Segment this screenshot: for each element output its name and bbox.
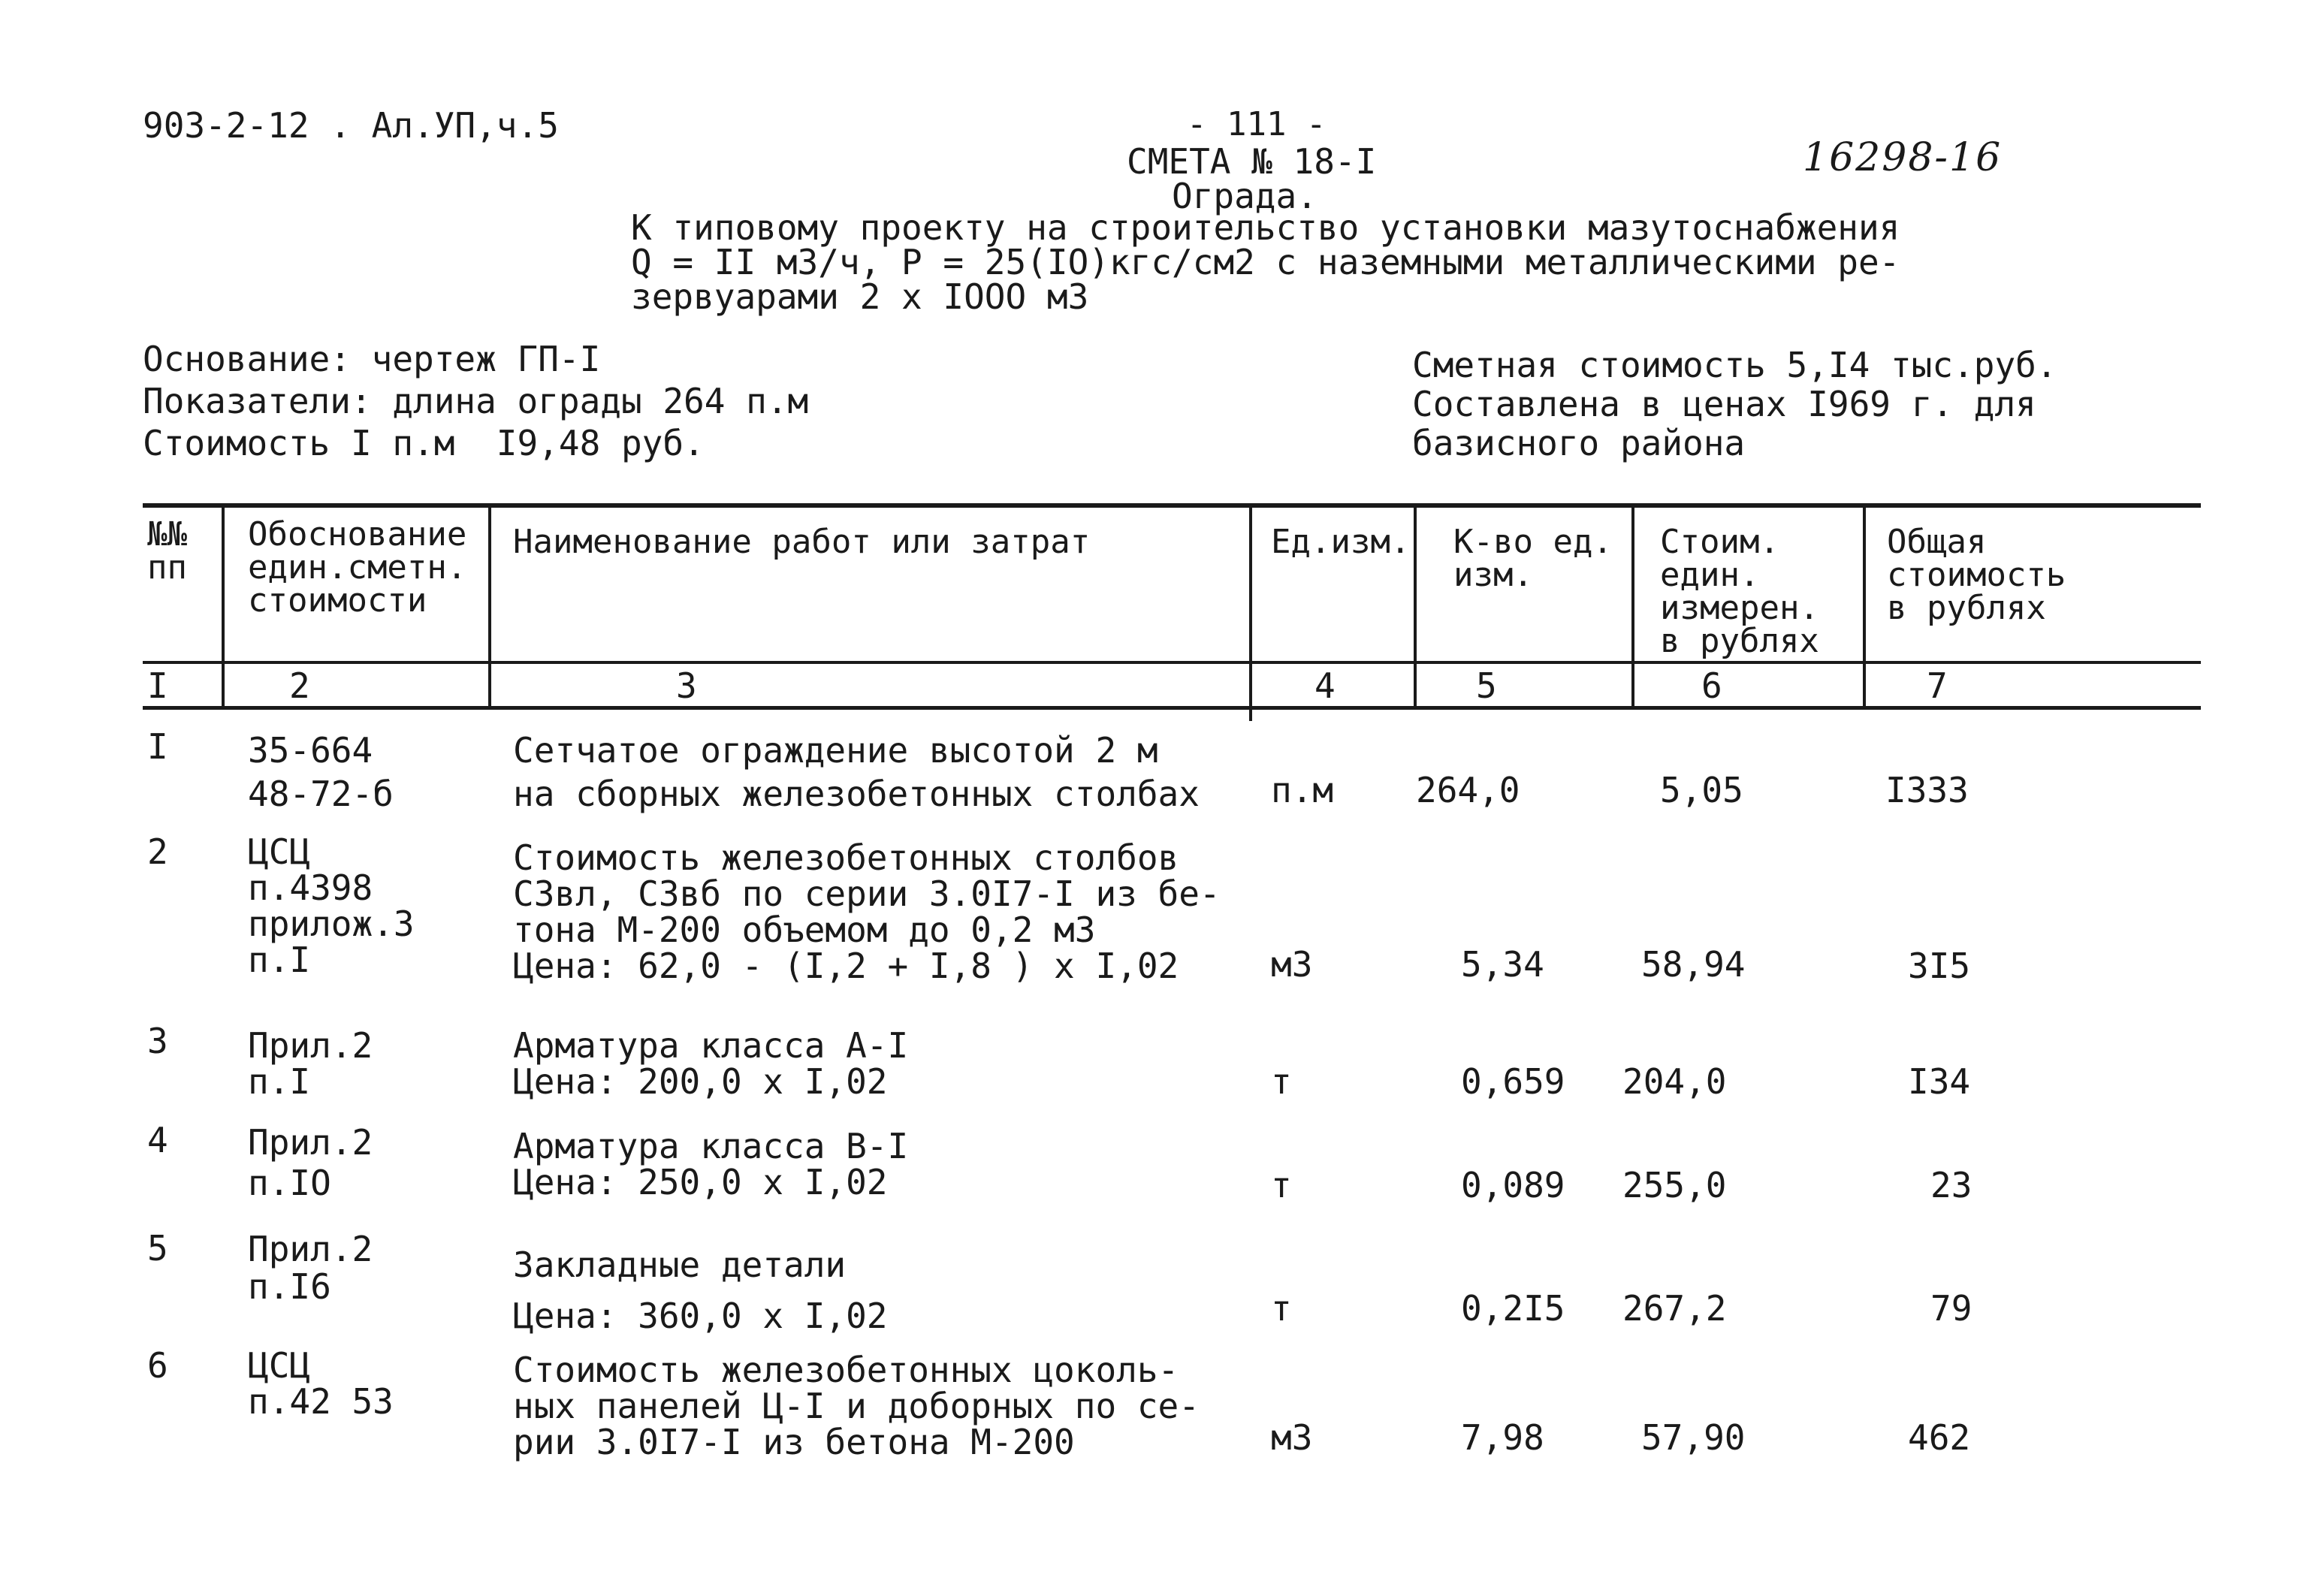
row-unit-price: 255,0: [1622, 1165, 1727, 1205]
header-name: Наименование работ или затрат: [513, 523, 1091, 561]
row-quantity: 0,089: [1461, 1165, 1565, 1205]
handwritten-number: 16298-16: [1803, 135, 2003, 180]
header-quantity: К-во ед. изм.: [1453, 523, 1613, 594]
header-unit: Ед.изм.: [1271, 523, 1411, 561]
row-unit-price: 57,90: [1641, 1417, 1746, 1458]
row-total: 462: [1908, 1417, 1971, 1458]
header-unit-price: Стоим. един. измерен. в рублях: [1660, 523, 1819, 660]
row-basis: ЦСЦ п.4398 прилож.3 п.I: [248, 831, 415, 980]
row-basis: Прил.2 п.I: [248, 1025, 373, 1102]
row-number: 5: [147, 1228, 168, 1269]
estimated-cost-line: Сметная стоимость 5,I4 тыс.руб.: [1412, 345, 2057, 385]
row-unit-price: 5,05: [1660, 770, 1743, 810]
row-number: 4: [147, 1120, 168, 1160]
row-unit-price: 267,2: [1622, 1288, 1727, 1329]
column-number-5: 5: [1476, 665, 1497, 706]
indicators-line: Показатели: длина ограды 264 п.м: [143, 381, 809, 421]
row-basis: 35-664 48-72-б: [248, 730, 394, 814]
row-unit-price: 58,94: [1641, 944, 1746, 985]
row-basis: ЦСЦ п.42 53: [248, 1345, 394, 1422]
row-quantity: 7,98: [1461, 1417, 1544, 1458]
prices-line-2: базисного района: [1412, 423, 1746, 463]
column-number-1: I: [147, 665, 168, 706]
column-number-2: 2: [289, 665, 310, 706]
document-code: 903-2-12 . Ал.УП,ч.5: [143, 105, 559, 146]
column-number-4: 4: [1314, 665, 1336, 706]
row-number: 2: [147, 831, 168, 872]
col-divider-6: [1863, 508, 1866, 706]
table-header-rule: [143, 661, 2201, 664]
row-name: Закладные детали Цена: 360,0 х I,02: [513, 1245, 888, 1336]
row-quantity: 0,659: [1461, 1061, 1565, 1102]
row-unit-price: 204,0: [1622, 1061, 1727, 1102]
row-quantity: 264,0: [1416, 770, 1520, 810]
row-name: Арматура класса В-I Цена: 250,0 х I,02: [513, 1126, 909, 1202]
header-number: №№ пп: [147, 515, 187, 587]
row-number: I: [147, 726, 168, 767]
row-total: I333: [1885, 770, 1969, 810]
header-total: Общая стоимость в рублях: [1887, 523, 2066, 627]
row-number: 6: [147, 1345, 168, 1386]
row-unit: п.м: [1271, 770, 1334, 810]
row-quantity: 5,34: [1461, 944, 1544, 985]
row-unit: т: [1271, 1165, 1292, 1205]
col-divider-5: [1631, 508, 1634, 706]
row-number: 3: [147, 1021, 168, 1061]
row-total: 79: [1930, 1288, 1972, 1329]
right-info-block: [1412, 345, 2057, 463]
row-name: Стоимость железобетонных цоколь- ных панелей Ц-I и доборных по се- рии 3.0I7-I из бетона М-200: [513, 1350, 1200, 1462]
col-divider-1: [222, 508, 225, 706]
unit-cost-line: Стоимость I п.м I9,48 руб.: [143, 423, 705, 463]
column-number-6: 6: [1701, 665, 1722, 706]
basis-line: Основание: чертеж ГП-I: [143, 339, 601, 379]
col-divider-4: [1414, 508, 1417, 706]
col-divider-3: [1249, 508, 1252, 721]
table-colnum-rule: [143, 706, 2201, 710]
row-unit: т: [1271, 1288, 1292, 1329]
page-number: - 111 -: [1187, 105, 1327, 143]
col-divider-2: [488, 508, 491, 706]
estimate-subject: Ограда.: [1172, 176, 1317, 216]
column-number-3: 3: [676, 665, 697, 706]
row-unit: м3: [1271, 1417, 1313, 1458]
row-basis: Прил.2 п.I6: [248, 1229, 373, 1307]
table-top-rule: [143, 503, 2201, 508]
prices-line-1: Составлена в ценах I969 г. для: [1412, 384, 2036, 424]
row-name: Стоимость железобетонных столбов СЗвл, СЗвб по серии 3.0I7-I из бе- тона М-200 объемом до 0,2 м3 Цена: 62,0 - (I,2 + I,8 ) х I,02: [513, 837, 1221, 986]
row-unit: м3: [1271, 944, 1313, 985]
column-number-7: 7: [1927, 665, 1948, 706]
row-basis: Прил.2 п.IO: [248, 1122, 373, 1203]
left-info-block: [143, 338, 808, 464]
row-quantity: 0,2I5: [1461, 1288, 1565, 1329]
project-description: К типовому проекту на строительство установки мазутоснабжения Q = II м3/ч, P = 25(IO)кгс/см2 с наземными металлическими ре- зервуарами 2 х IOOO м3: [631, 207, 1900, 317]
row-unit: т: [1271, 1061, 1292, 1102]
header-basis: Обоснование един.сметн. стоимости: [248, 515, 467, 620]
row-name: Сетчатое ограждение высотой 2 м на сборных железобетонных столбах: [513, 730, 1200, 814]
row-name: Арматура класса А-I Цена: 200,0 х I,02: [513, 1025, 909, 1102]
row-total: 23: [1930, 1165, 1972, 1205]
row-total: I34: [1908, 1061, 1971, 1102]
row-total: 3I5: [1908, 946, 1971, 986]
estimate-title: СМЕТА № 18-I: [1127, 141, 1377, 182]
